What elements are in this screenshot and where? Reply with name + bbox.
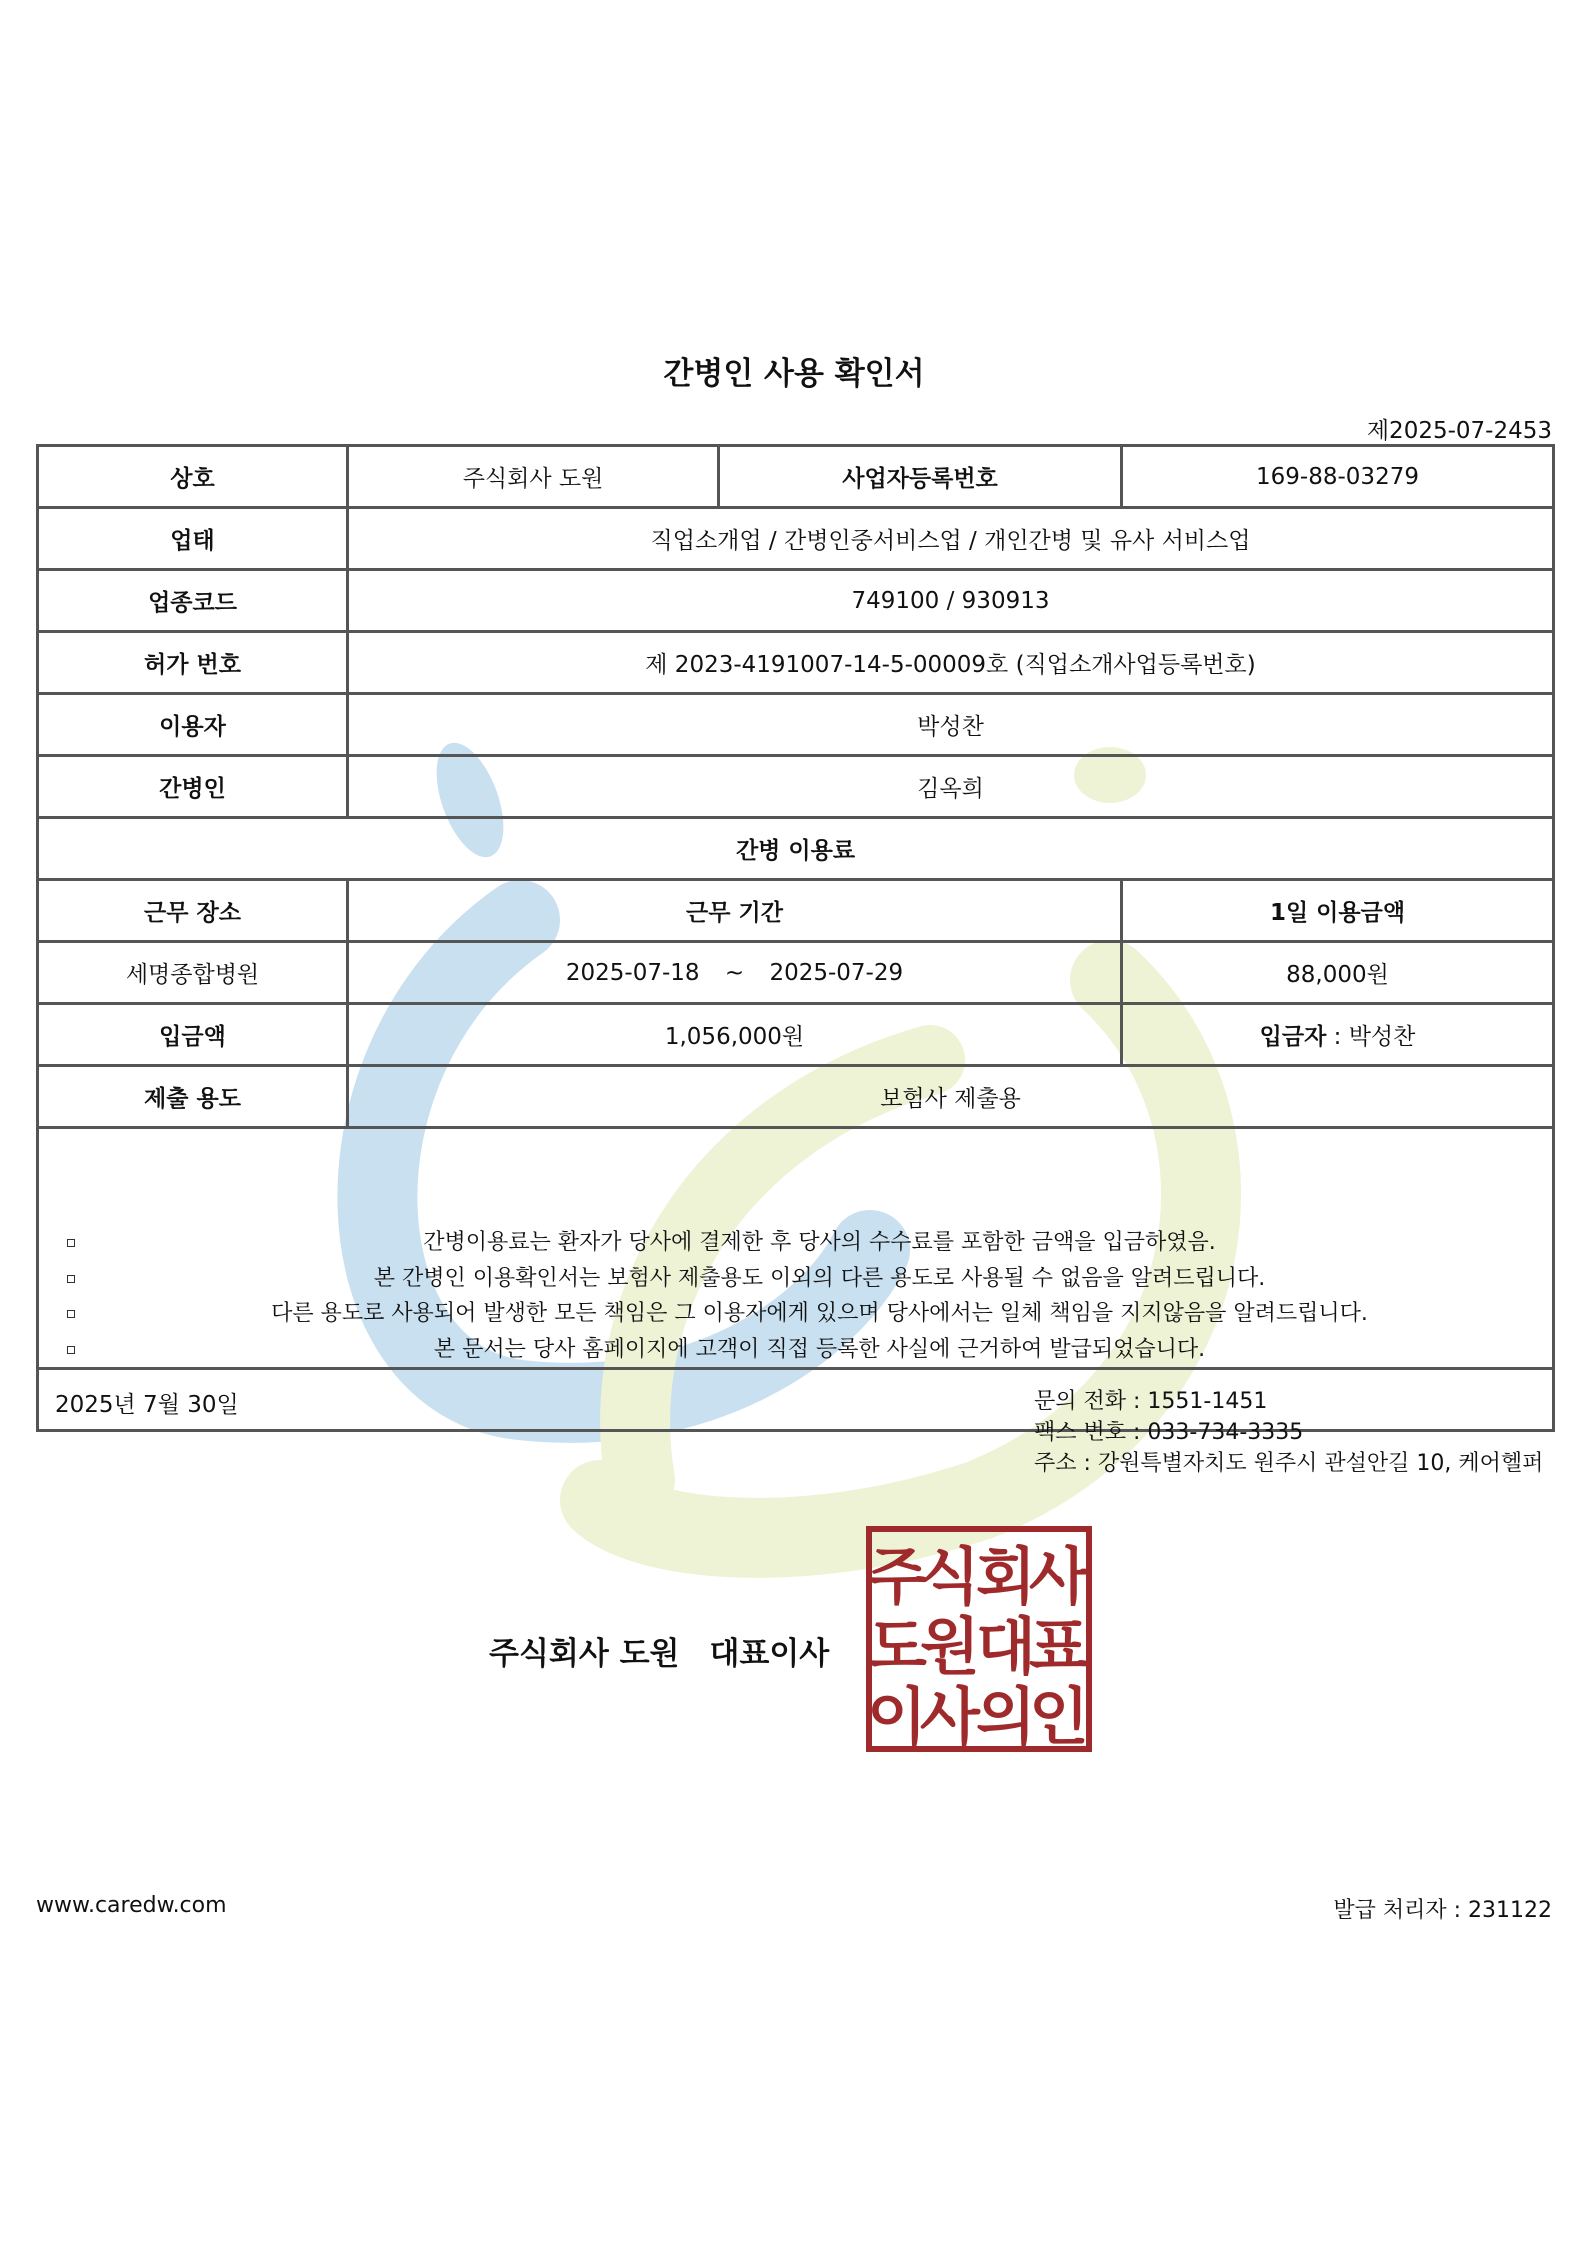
notes-cell — [38, 1128, 1554, 1369]
daily-value: 88,000원 — [1122, 942, 1554, 1004]
period-start: 2025-07-18 — [565, 959, 700, 986]
row-fee-section — [38, 818, 1554, 880]
square-bullet-icon — [67, 1310, 75, 1318]
depositor-cell — [1122, 1004, 1554, 1066]
seal-char: 의 — [976, 1680, 1036, 1753]
seal-char: 사 — [1029, 1540, 1089, 1613]
ceo-title: 대표이사 — [709, 1636, 830, 1672]
square-bullet-icon — [67, 1275, 75, 1283]
seal-char: 사 — [920, 1680, 980, 1753]
fee-section-title: 간병 이용료 — [38, 818, 1554, 880]
contact-phone: 문의 전화 : 1551-1451 — [1034, 1389, 1268, 1414]
deposit-label: 입금액 — [38, 1004, 348, 1066]
user-label: 이용자 — [38, 694, 348, 756]
permit-label: 허가 번호 — [38, 632, 348, 694]
place-value: 세명종합병원 — [38, 942, 348, 1004]
period-label: 근무 기간 — [348, 880, 1122, 942]
note-item — [67, 1261, 1546, 1297]
deposit-value: 1,056,000원 — [348, 1004, 1122, 1066]
footer-cell — [38, 1369, 1554, 1753]
seal-char: 식 — [920, 1540, 980, 1613]
row-deposit — [38, 1004, 1554, 1066]
seal-char: 이 — [867, 1680, 927, 1753]
company-value: 주식회사 도원 — [348, 446, 719, 508]
period-value — [348, 942, 1122, 1004]
row-industry — [38, 508, 1554, 570]
seal-char: 원 — [920, 1610, 980, 1683]
row-footer — [38, 1369, 1554, 1431]
row-permit — [38, 632, 1554, 694]
seal-char: 대 — [976, 1610, 1036, 1683]
seal-char: 도 — [867, 1610, 927, 1683]
depositor-value: 박성찬 — [1348, 1024, 1416, 1050]
note-text: 다른 용도로 사용되어 발생한 모든 책임은 그 이용자에게 있으며 당사에서는 일체 책임을 지지않음을 알려드립니다. — [271, 1301, 1368, 1326]
row-fee-values — [38, 942, 1554, 1004]
company-label: 상호 — [38, 446, 348, 508]
contact-address: 주소 : 강원특별자치도 원주시 관설안길 10, 케어헬퍼 — [1034, 1451, 1544, 1476]
code-label: 업종코드 — [38, 570, 348, 632]
row-user — [38, 694, 1554, 756]
depositor-label: 입금자 — [1259, 1024, 1327, 1050]
purpose-value: 보험사 제출용 — [348, 1066, 1554, 1128]
daily-label: 1일 이용금액 — [1122, 880, 1554, 942]
note-item — [67, 1225, 1546, 1261]
company-signature — [489, 1628, 829, 1673]
industry-value: 직업소개업 / 간병인중서비스업 / 개인간병 및 유사 서비스업 — [348, 508, 1554, 570]
row-company — [38, 446, 1554, 508]
company-name: 주식회사 도원 — [489, 1636, 680, 1672]
seal-char: 인 — [1029, 1680, 1089, 1753]
row-notes — [38, 1128, 1554, 1369]
place-label: 근무 장소 — [38, 880, 348, 942]
row-code — [38, 570, 1554, 632]
document-title: 간병인 사용 확인서 — [663, 356, 925, 392]
purpose-label: 제출 용도 — [38, 1066, 348, 1128]
confirmation-table — [36, 444, 1555, 1753]
square-bullet-icon — [67, 1346, 75, 1354]
document-number: 제2025-07-2453 — [1366, 418, 1552, 444]
square-bullet-icon — [67, 1239, 75, 1247]
issue-date: 2025년 7월 30일 — [55, 1392, 239, 1418]
issuer-id: 발급 처리자 : 231122 — [1333, 1898, 1552, 1923]
contact-info — [1034, 1386, 1543, 1479]
period-separator: ~ — [724, 959, 745, 986]
note-item — [67, 1296, 1546, 1332]
bizno-value: 169-88-03279 — [1122, 446, 1554, 508]
seal-char: 주 — [867, 1540, 927, 1613]
row-purpose — [38, 1066, 1554, 1128]
depositor-separator: : — [1326, 1024, 1349, 1050]
notes-list — [45, 1129, 1546, 1367]
caregiver-label: 간병인 — [38, 756, 348, 818]
note-item — [67, 1332, 1546, 1368]
note-text: 간병이용료는 환자가 당사에 결제한 후 당사의 수수료를 포함한 금액을 입금하였음. — [423, 1230, 1216, 1255]
code-value: 749100 / 930913 — [348, 570, 1554, 632]
period-end: 2025-07-29 — [769, 959, 904, 986]
note-text: 본 간병인 이용확인서는 보험사 제출용도 이외의 다른 용도로 사용될 수 없음을 알려드립니다. — [373, 1265, 1266, 1291]
seal-char: 회 — [976, 1540, 1036, 1613]
industry-label: 업태 — [38, 508, 348, 570]
company-seal-stamp — [866, 1526, 1092, 1752]
permit-value: 제 2023-4191007-14-5-00009호 (직업소개사업등록번호) — [348, 632, 1554, 694]
caregiver-value: 김옥희 — [348, 756, 1554, 818]
website-link[interactable]: www.caredw.com — [36, 1893, 227, 1918]
bizno-label: 사업자등록번호 — [719, 446, 1122, 508]
seal-char: 표 — [1029, 1610, 1089, 1683]
note-text: 본 문서는 당사 홈페이지에 고객이 직접 등록한 사실에 근거하여 발급되었습니다. — [433, 1336, 1206, 1362]
row-caregiver — [38, 756, 1554, 818]
contact-fax: 팩스 번호 : 033-734-3335 — [1034, 1420, 1304, 1445]
row-fee-header — [38, 880, 1554, 942]
user-value: 박성찬 — [348, 694, 1554, 756]
